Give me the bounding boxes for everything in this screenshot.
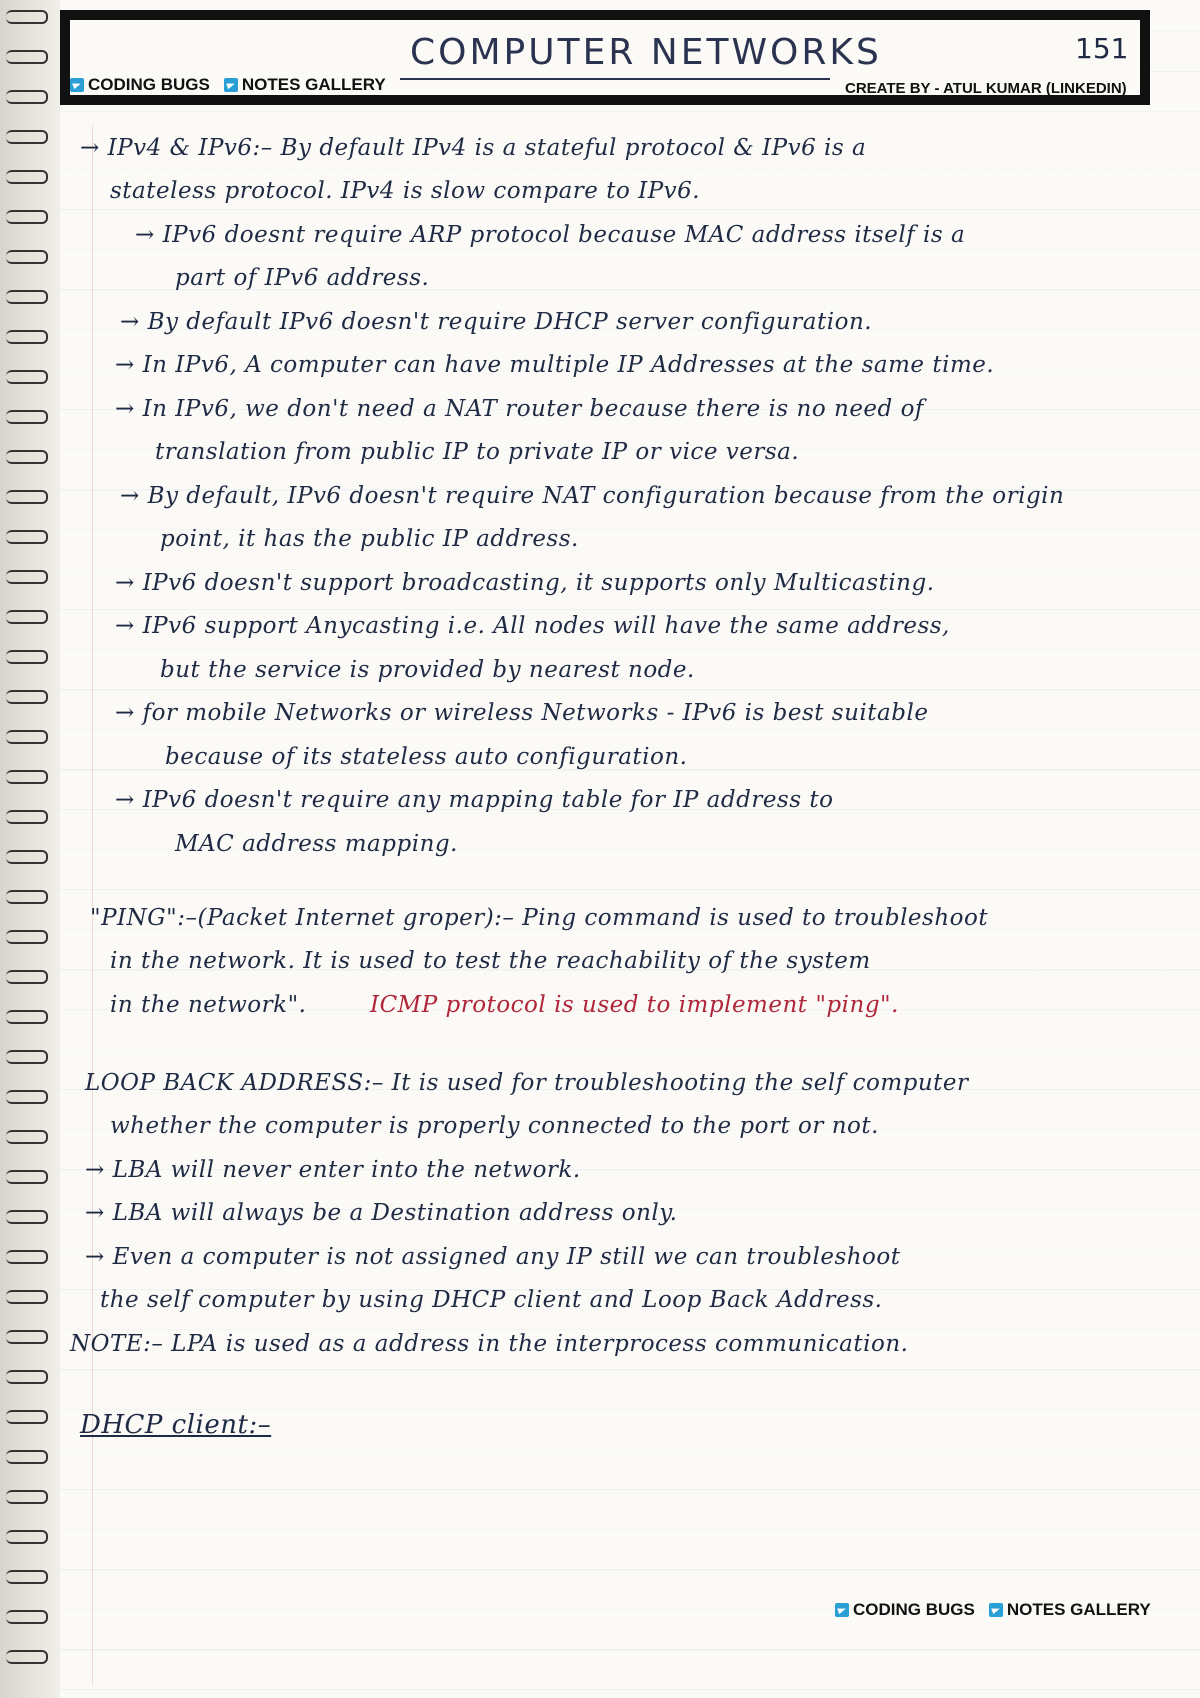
brand-coding-bugs[interactable]	[835, 1600, 975, 1620]
note-line: → By default IPv6 doesn't require DHCP server configuration.	[120, 309, 873, 335]
binding-ring	[6, 1290, 48, 1304]
binding-ring	[6, 1450, 48, 1464]
note-line: translation from public IP to private IP or vice versa.	[155, 439, 800, 465]
binding-ring	[6, 730, 48, 744]
binding-ring	[6, 1170, 48, 1184]
binding-ring	[6, 530, 48, 544]
binding-ring	[6, 170, 48, 184]
note-line: stateless protocol. IPv4 is slow compare to IPv6.	[110, 178, 701, 204]
binding-ring	[6, 1130, 48, 1144]
brand-notes-gallery[interactable]	[224, 75, 386, 95]
note-line: → IPv6 doesn't support broadcasting, it supports only Multicasting.	[115, 570, 935, 596]
note-line: → In IPv6, we don't need a NAT router because there is no need of	[115, 396, 924, 422]
brand-label: NOTES GALLERY	[241, 75, 386, 94]
binding-ring	[6, 930, 48, 944]
binding-ring	[6, 1090, 48, 1104]
title-underline	[400, 78, 830, 80]
binding-ring	[6, 1410, 48, 1424]
brand-label: NOTES GALLERY	[1006, 1600, 1151, 1619]
dhcp-heading: DHCP client:–	[80, 1410, 272, 1440]
loopback-line: the self computer by using DHCP client and Loop Back Address.	[100, 1287, 883, 1313]
binding-ring	[6, 1610, 48, 1624]
brand-label: CODING BUGS	[88, 75, 210, 94]
note-line: part of IPv6 address.	[175, 265, 430, 291]
binding-ring	[6, 1330, 48, 1344]
note-line: → IPv6 doesnt require ARP protocol because MAC address itself is a	[135, 222, 966, 248]
loopback-line: → LBA will never enter into the network.	[85, 1157, 581, 1183]
binding-ring	[6, 890, 48, 904]
telegram-icon	[835, 1603, 849, 1617]
brand-coding-bugs[interactable]	[70, 75, 210, 95]
header-brand	[70, 75, 386, 95]
loopback-line: whether the computer is properly connected to the port or not.	[110, 1113, 879, 1139]
binding-ring	[6, 10, 48, 24]
ping-line: in the network".	[110, 992, 307, 1018]
binding-ring	[6, 1210, 48, 1224]
spiral-binding	[0, 0, 60, 1698]
binding-ring	[6, 770, 48, 784]
binding-ring	[6, 210, 48, 224]
binding-ring	[6, 690, 48, 704]
note-line: → In IPv6, A computer can have multiple IP Addresses at the same time.	[115, 352, 995, 378]
binding-ring	[6, 1370, 48, 1384]
loopback-note: NOTE:– LPA is used as a address in the interprocess communication.	[70, 1331, 909, 1357]
binding-ring	[6, 1570, 48, 1584]
binding-ring	[6, 1250, 48, 1264]
binding-ring	[6, 450, 48, 464]
ping-line: in the network. It is used to test the reachability of the system	[110, 948, 871, 974]
binding-ring	[6, 130, 48, 144]
binding-ring	[6, 1490, 48, 1504]
note-line: → IPv6 support Anycasting i.e. All nodes will have the same address,	[115, 613, 950, 639]
binding-ring	[6, 1650, 48, 1664]
binding-ring	[6, 90, 48, 104]
binding-ring	[6, 1530, 48, 1544]
binding-ring	[6, 810, 48, 824]
binding-ring	[6, 970, 48, 984]
ping-line: "PING":–(Packet Internet groper):– Ping command is used to troubleshoot	[90, 905, 989, 931]
note-line: MAC address mapping.	[175, 831, 458, 857]
binding-ring	[6, 650, 48, 664]
binding-ring	[6, 490, 48, 504]
telegram-icon	[224, 78, 238, 92]
binding-ring	[6, 250, 48, 264]
footer-brand	[835, 1600, 1151, 1620]
telegram-icon	[989, 1603, 1003, 1617]
binding-ring	[6, 330, 48, 344]
binding-ring	[6, 1010, 48, 1024]
ping-highlight: ICMP protocol is used to implement "ping".	[370, 992, 899, 1018]
note-line: → IPv6 doesn't require any mapping table for IP address to	[115, 787, 834, 813]
binding-ring	[6, 410, 48, 424]
telegram-icon	[70, 78, 84, 92]
binding-ring	[6, 290, 48, 304]
binding-ring	[6, 570, 48, 584]
page-number: 151	[1075, 32, 1129, 65]
loopback-line: LOOP BACK ADDRESS:– It is used for troubleshooting the self computer	[85, 1070, 969, 1096]
brand-notes-gallery[interactable]	[989, 1600, 1151, 1620]
note-line: → By default, IPv6 doesn't require NAT configuration because from the origin	[120, 483, 1065, 509]
binding-ring	[6, 50, 48, 64]
brand-label: CODING BUGS	[853, 1600, 975, 1619]
note-line: but the service is provided by nearest node.	[160, 657, 695, 683]
binding-ring	[6, 850, 48, 864]
note-line: → IPv4 & IPv6:– By default IPv4 is a stateful protocol & IPv6 is a	[80, 135, 867, 161]
loopback-line: → LBA will always be a Destination address only.	[85, 1200, 678, 1226]
note-line: → for mobile Networks or wireless Networks - IPv6 is best suitable	[115, 700, 929, 726]
author-credit[interactable]: CREATE BY - ATUL KUMAR (LINKEDIN)	[845, 80, 1127, 97]
loopback-line: → Even a computer is not assigned any IP still we can troubleshoot	[85, 1244, 901, 1270]
binding-ring	[6, 1050, 48, 1064]
note-line: because of its stateless auto configuration.	[165, 744, 688, 770]
note-line: point, it has the public IP address.	[160, 526, 579, 552]
binding-ring	[6, 370, 48, 384]
binding-ring	[6, 610, 48, 624]
page-title: COMPUTER NETWORKS	[410, 32, 882, 73]
